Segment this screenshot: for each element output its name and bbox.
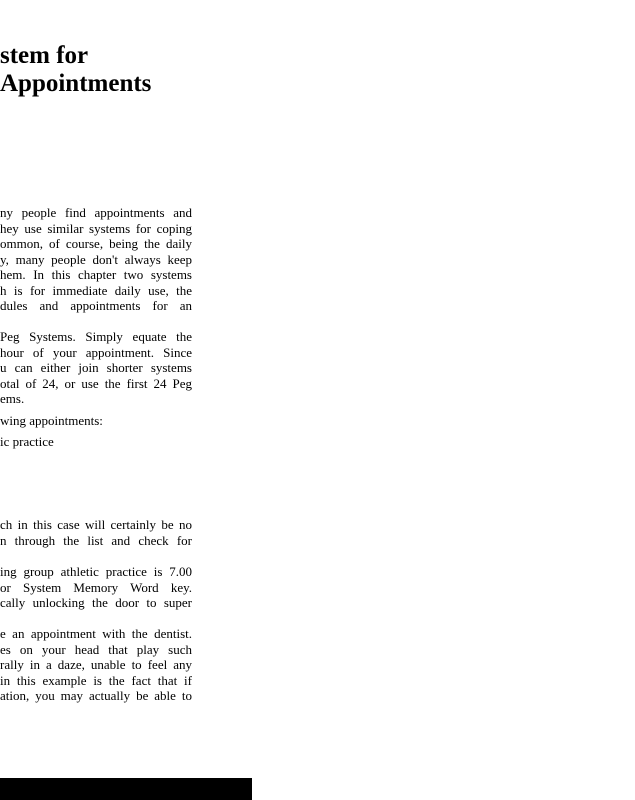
text-line: Peg Systems. Simply equate the [0, 329, 192, 344]
text-line: hey use similar systems for coping [0, 220, 192, 236]
text-line: cally unlocking the door to super [0, 595, 192, 610]
text-line: u can either join shorter systems [0, 360, 192, 375]
text-line: y, many people don't always keep [0, 251, 192, 267]
text-line: wing appointments: [0, 413, 103, 428]
title-line-2: Appointments [0, 70, 152, 97]
text-line: ny people find appointments and [0, 205, 192, 220]
list-item: ic practice [0, 434, 54, 449]
text-line: n through the list and check for [0, 532, 192, 548]
scan-edge-bar [0, 778, 252, 800]
text-line: hem. In this chapter two systems [0, 267, 192, 282]
text-line: ems. [0, 391, 25, 406]
paragraph-4 [0, 517, 192, 548]
appointment-list [0, 434, 192, 450]
text-line: otal of 24, or use the first 24 Peg [0, 375, 192, 391]
text-line: h is for immediate daily use, the [0, 282, 192, 298]
text-fragment: or System Memory Word key. [0, 579, 192, 595]
text-line: e an appointment with the dentist. [0, 626, 192, 641]
text-line: dules and appointments for an [0, 298, 192, 313]
text-line: rally in a daze, unable to feel any [0, 657, 192, 672]
text-line: hour of your appointment. Since [0, 344, 192, 360]
text-line: ch in this case will certainly be no [0, 517, 192, 532]
text-line: ing group athletic practice is 7.00 [0, 564, 192, 579]
text-line: ommon, of course, being the daily [0, 236, 192, 251]
text-line: es on your head that play such [0, 641, 192, 657]
title-line-1: stem for [0, 42, 89, 69]
paragraph-2 [0, 329, 192, 407]
text-line [0, 580, 192, 596]
paragraph-5 [0, 564, 192, 611]
paragraph-6 [0, 626, 192, 704]
chapter-title [0, 42, 151, 98]
text-line: ation, you may actually be able to [0, 688, 192, 703]
paragraph-1 [0, 205, 192, 314]
text-line: in this example is the fact that if [0, 672, 192, 688]
paragraph-3 [0, 413, 192, 429]
